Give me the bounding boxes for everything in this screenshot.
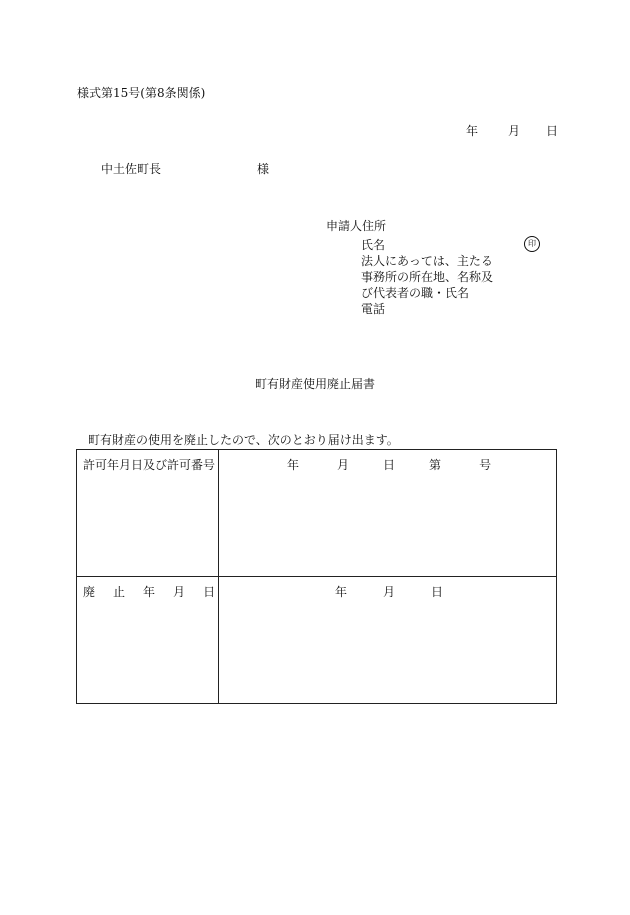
applicant-address-label: 申請人住所	[326, 219, 387, 233]
abolition-label-char: 年	[143, 585, 156, 599]
permit-dai-unit: 第	[429, 458, 442, 472]
addressee-honorific: 様	[257, 162, 270, 176]
permit-date-number-label: 許可年月日及び許可番号	[83, 458, 216, 472]
abolition-date-field[interactable]	[335, 586, 443, 598]
form-number: 様式第15号(第8条関係)	[77, 86, 206, 100]
permit-month-unit: 月	[337, 458, 350, 472]
abolition-label-char: 月	[173, 585, 186, 599]
date-day-unit: 日	[546, 124, 559, 138]
abolition-month-unit: 月	[383, 585, 396, 599]
abolition-day-unit: 日	[431, 585, 444, 599]
date-month-unit: 月	[508, 124, 521, 138]
intro-statement: 町有財産の使用を廃止したので、次のとおり届け出ます。	[88, 433, 399, 447]
document-title: 町有財産使用廃止届書	[254, 377, 375, 391]
abolition-year-unit: 年	[335, 585, 348, 599]
permit-date-number-field[interactable]	[287, 459, 491, 471]
submission-date	[466, 125, 558, 137]
corporate-note-line-3: び代表者の職・氏名	[361, 286, 470, 300]
abolition-label-char: 止	[113, 585, 126, 599]
corporate-note-line-2: 事務所の所在地、名称及	[361, 270, 494, 284]
date-year-unit: 年	[466, 124, 479, 138]
applicant-phone-label: 電話	[361, 302, 386, 316]
corporate-note-line-1: 法人にあっては、主たる	[361, 254, 493, 268]
applicant-name-label: 氏名	[361, 238, 386, 252]
addressee-name: 中土佐町長	[101, 162, 162, 176]
permit-day-unit: 日	[383, 458, 396, 472]
permit-year-unit: 年	[287, 458, 300, 472]
abolition-label-char: 日	[203, 585, 216, 599]
abolition-date-label	[83, 586, 215, 598]
permit-gou-unit: 号	[479, 458, 492, 472]
seal-icon: 印	[524, 236, 540, 252]
column-divider	[218, 450, 219, 703]
form-table	[76, 449, 557, 704]
addressee	[101, 163, 269, 175]
abolition-label-char: 廃	[83, 585, 96, 599]
row-divider	[77, 576, 556, 577]
